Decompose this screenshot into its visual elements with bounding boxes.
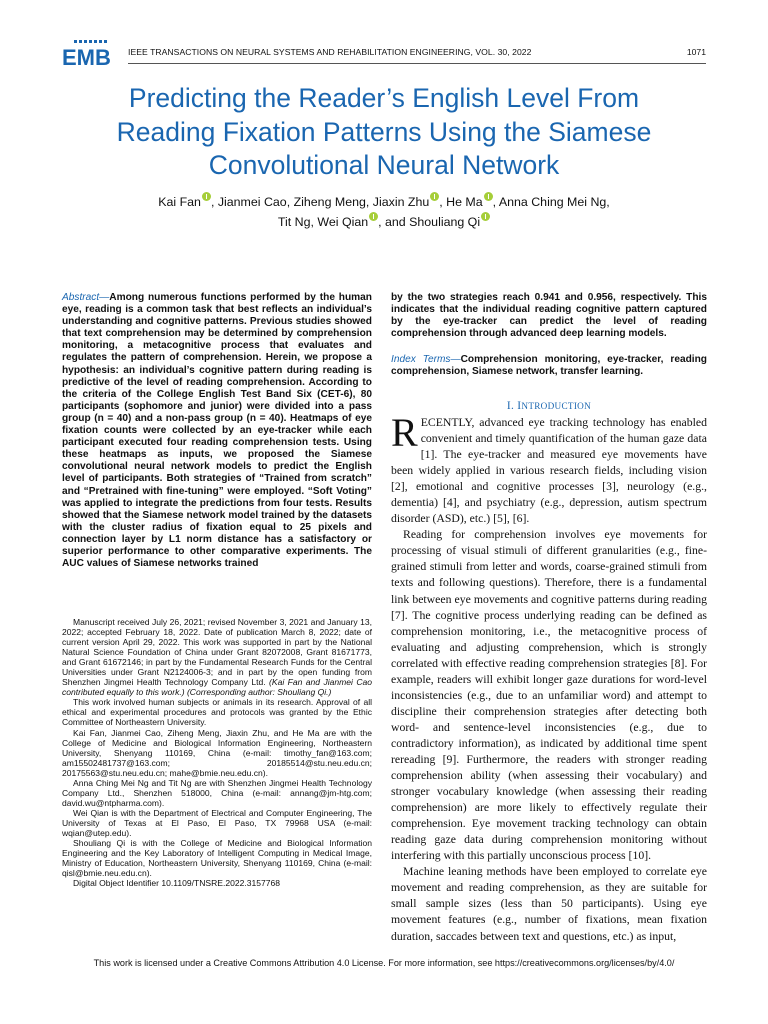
emb-logo (62, 40, 118, 70)
footnote-doi: Digital Object Identifier 10.1109/TNSRE.2022.3157768 (73, 878, 280, 889)
orcid-icon[interactable] (481, 212, 490, 221)
body-paragraph: RECENTLY, advanced eye tracking technology has enabled convenient and timely quantification of the human gaze data [1]. The eye-tracker and measured eye movements have been widely applied in various research fields, including vision [2], emotional and cognitive processes [3], neurology (e.g., dementia) [4], and psychiatry (e.g., depression, autism spectrum disorder (ASD), etc.) [5], [6]. (391, 410, 707, 526)
footnote-ethics: This work involved human subjects or animals in its research. Approval of all ethical and experimental procedures and protocols was granted by the Ethic Committee of Northeastern University. (62, 697, 372, 728)
index-terms-label: Index Terms— (391, 354, 461, 365)
title-line-2: Reading Fixation Patterns Using the Siamese (116, 116, 652, 147)
paper-title (40, 82, 728, 183)
orcid-icon[interactable] (484, 192, 493, 201)
footnote-affiliation: Anna Ching Mei Ng and Tit Ng are with Shenzhen Jingmei Health Technology Company Ltd., Shenzhen 518000, China (e-mail: annang@jm-htg.com; david.wu@ntpharma.com). (62, 777, 372, 808)
logo-text: EMB (62, 45, 111, 70)
author-name: , He Ma (439, 195, 483, 209)
title-line-3: Convolutional Neural Network (208, 150, 560, 180)
orcid-icon[interactable] (369, 212, 378, 221)
journal-name: IEEE TRANSACTIONS ON NEURAL SYSTEMS AND REHABILITATION ENGINEERING, VOL. 30, 2022 (128, 47, 532, 57)
orcid-icon[interactable] (202, 192, 211, 201)
license-notice: This work is licensed under a Creative Commons Attribution 4.0 License. For more information, see https://creativecommons.org/licenses/by/4.0/ (93, 958, 675, 968)
drop-cap: R (391, 410, 418, 455)
footnote (62, 617, 372, 888)
footnote-affiliation: Shouliang Qi is with the College of Medicine and Biological Information Engineering and the Key Laboratory of Intelligent Computing in Medical Image, Ministry of Education, Northeastern University, Shenyang 110169, China (e-mail: qisl@bmie.neu.edu.cn). (62, 838, 372, 879)
author-name: , and Shouliang Qi (378, 215, 481, 229)
author-name: , Anna Ching Mei Ng, (492, 195, 610, 209)
author-name: Kai Fan (158, 195, 201, 209)
abstract-text: Among numerous functions performed by the human eye, reading is a common task that best reflects an individual’s understanding and cognitive patterns. Previous studies showed that text comprehension may be determined by comprehension monitoring, a metacognitive process that evaluates and regulates the pattern of comprehension. Herein, we propose a hypothesis: an individual’s cognitive pattern during reading is predictive of the level of reading comprehension. According to the criteria of the College English Test Band Six (CET-6), 80 participants (sophomore and junior) were divided into a pass group (n = 40) and a non-pass group (n = 40). Heatmaps of eye fixation counts were collected by an eye-tracker while each participant executed four reading comprehension tests. Using these heatmaps as inputs, we proposed the Siamese convolutional neural network models to predict the English level of participants. Both strategies of “Trained from scratch” and “Pretrained with fine-tuning” were employed. “Soft Voting” was applied to integrate the predictions from four tests. Results showed that the Siamese network model trained by the datasets with the cluster radius of fixation equal to 25 pixels and connection layer by L1 norm distance has a satisfactory or superior performance to other comparative experiments. The AUC values of Siamese networks trained (62, 292, 372, 570)
title-line-1: Predicting the Reader’s English Level From (128, 83, 640, 113)
footnote-affiliation: Wei Qian is with the Department of Electrical and Computer Engineering, The University of Texas at El Paso, El Paso, TX 79968 USA (e-mail: wqian@utep.edu). (62, 807, 372, 838)
abstract (62, 292, 372, 570)
page-number: 1071 (686, 47, 706, 57)
orcid-icon[interactable] (430, 192, 439, 201)
body-paragraph: Reading for comprehension involves eye movements for processing of visual stimuli of different granularities (e.g., fine-grained stimuli from letter and words, coarse-grained stimuli from texts and following questions). Therefore, there is a fundamental link between eye movements and cognitive patterns during reading [7]. The cognitive process underlying reading can be defined as comprehension monitoring, i.e., the metacognitive process of evaluating and adjusting comprehension, which is strongly correlated with effective reading comprehension strategies [8]. For example, readers will exhibit longer gaze durations for word-level inconsistencies (e.g., due to an unfamiliar word) and attempt to discipline their comprehension strategies after detecting both word- and sentence-level inconsistencies (e.g., due to contradictory information), as indicated by additional time spent rereading [9]. Furthermore, the readers with stronger reading comprehension ability (when assessing their vocabulary) and stronger vocabulary knowledge (when assessing their reading comprehension) are more likely to effectively regulate their comprehension. Eye movement tracking technology can obtain reading gaze data during comprehension monitoring without interfering with this partially unconscious process [10]. (391, 528, 707, 863)
author-name: Tit Ng, Wei Qian (277, 215, 369, 229)
footnote-contribution: (Kai Fan and Jianmei Cao contributed equally to this work.) (Corresponding author: Shouliang Qi.) (62, 677, 372, 698)
footnote-funding: Manuscript received July 26, 2021; revised November 3, 2021 and January 13, 2022; accepted February 18, 2022. Date of publication March 8, 2022; date of current version April 29, 2022. This work was supported in part by the National Natural Science Foundation of China under Grant 82072008, Grant 81671773, and Grant 61672146; in part by the Fundamental Research Funds for the Central Universities under Grant N2124006-3; and in part by the open funding from Shenzhen Jingmei Health Technology Company Ltd. (Kai Fan and Jianmei Cao contributed equally to this work.) (Corresponding author: Shouliang Qi.) (62, 617, 372, 698)
section-heading: I. INTRODUCTION (506, 400, 592, 412)
body-paragraph: Machine leaning methods have been employed to correlate eye movement and reading comprehension, as they are suitable for small sample sizes (less than 50 participants). Using eye movement features (e.g., number of fixations, mean fixation duration, saccades between text and questions, etc.) as input, (391, 865, 707, 943)
index-terms-text: Comprehension monitoring, eye-tracker, reading comprehension, Siamese network, transfer learning. (391, 354, 707, 378)
abstract-continuation: by the two strategies reach 0.941 and 0.956, respectively. This indicates that the individual reading cognitive pattern captured by the eye-tracker can predict the level of reading comprehension through advanced deep learning models. (391, 292, 707, 340)
footnote-affiliation: Kai Fan, Jianmei Cao, Ziheng Meng, Jiaxin Zhu, and He Ma are with the College of Medicine and Biological Information Engineering, Northeastern University, Shenyang 110169, China (e-mail: timothy_fan@163.com; am15502481737@163.com; 20185514@stu.neu.edu.cn; 20175563@stu.neu.edu.cn; mahe@bmie.neu.edu.cn). (62, 727, 372, 778)
header-rule (128, 63, 706, 64)
introduction-body (391, 410, 707, 945)
abstract-label: Abstract— (62, 292, 110, 303)
author-list (80, 192, 688, 232)
index-terms (391, 354, 707, 378)
author-name: , Jianmei Cao, Ziheng Meng, Jiaxin Zhu (210, 195, 430, 209)
